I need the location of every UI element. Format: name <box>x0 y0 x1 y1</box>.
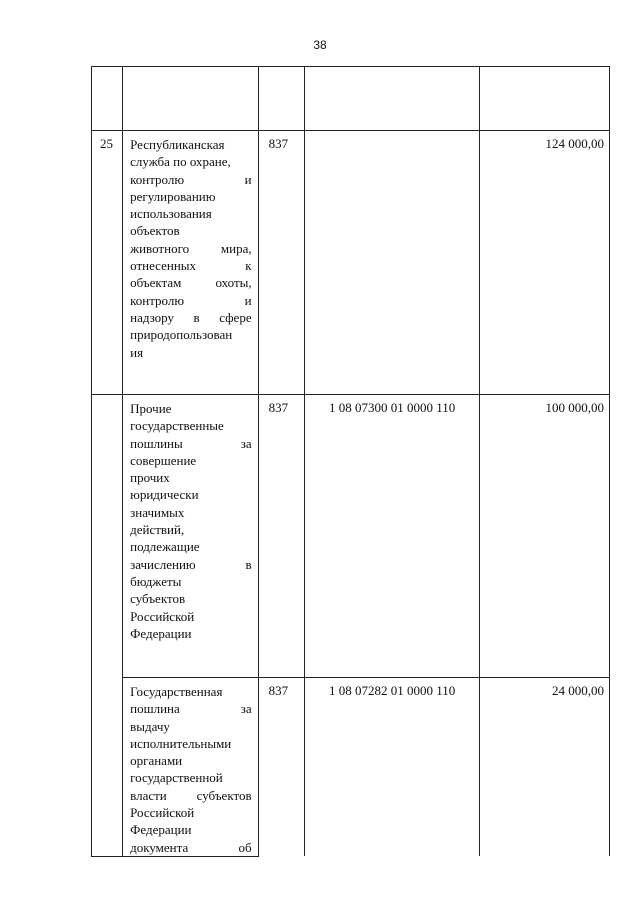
name-word: надзору <box>130 309 174 325</box>
name-line: совершение <box>130 452 197 468</box>
name-line: объектов <box>130 223 180 239</box>
name-line: бюджеты <box>130 573 182 589</box>
name-word: мира, <box>220 240 252 256</box>
name-line: значимых <box>130 504 185 520</box>
name-line: Республиканская <box>130 137 225 152</box>
name-word: охоты, <box>215 275 252 291</box>
name-word: в <box>193 309 200 325</box>
name-word: власти <box>130 787 167 803</box>
header-cell-name <box>123 67 259 131</box>
name-line <box>130 787 252 804</box>
name-word: и <box>244 292 252 308</box>
name-word: за <box>240 701 252 717</box>
row-kbk <box>304 131 480 395</box>
name-line <box>130 292 252 309</box>
name-line: государственной <box>130 770 223 786</box>
name-line <box>130 171 252 188</box>
name-word: зачислению <box>130 556 196 572</box>
table-row <box>92 395 610 678</box>
name-line: юридически <box>130 487 199 503</box>
row-name <box>123 395 259 678</box>
name-word: животного <box>130 240 190 256</box>
name-line: выдачу <box>130 718 170 734</box>
name-word: контролю <box>130 171 185 187</box>
name-line <box>130 839 252 856</box>
name-line <box>130 257 252 274</box>
name-line: Прочие <box>130 401 172 416</box>
name-word: пошлины <box>130 435 183 451</box>
row-number: 25 <box>92 131 123 395</box>
name-line <box>130 435 252 452</box>
name-word: в <box>245 556 252 572</box>
name-line: субъектов <box>130 591 186 607</box>
name-line <box>130 240 252 257</box>
name-line: Федерации <box>130 822 192 838</box>
name-line: органами <box>130 753 183 769</box>
name-line: Федерации <box>130 625 192 641</box>
name-word: отнесенных <box>130 258 197 274</box>
row-code: 837 <box>258 395 304 678</box>
row-sum: 100 000,00 <box>480 395 610 678</box>
name-line: исполнительными <box>130 735 232 751</box>
row-code: 837 <box>258 678 304 857</box>
name-line <box>130 274 252 291</box>
name-word: сфере <box>219 309 252 325</box>
header-cell-num <box>92 67 123 131</box>
page-number: 38 <box>313 38 327 52</box>
name-line: природопользован <box>130 327 233 343</box>
name-line: регулированию <box>130 188 216 204</box>
name-line: Государственная <box>130 684 223 699</box>
name-line: государственные <box>130 418 224 434</box>
name-word: объектам <box>130 275 182 291</box>
name-word: документа <box>130 839 189 855</box>
name-line <box>130 700 252 717</box>
name-line: подлежащие <box>130 539 200 555</box>
header-cell-code <box>258 67 304 131</box>
name-word: к <box>245 258 252 274</box>
budget-table <box>91 66 610 857</box>
row-number <box>92 395 123 857</box>
name-line: прочих <box>130 470 170 486</box>
name-line: служба по охране, <box>130 154 231 170</box>
name-line <box>130 556 252 573</box>
table-header-row <box>92 67 610 131</box>
name-word: субъектов <box>196 787 252 803</box>
row-code: 837 <box>258 131 304 395</box>
row-kbk: 1 08 07300 01 0000 110 <box>304 395 480 678</box>
name-line: использования <box>130 206 212 222</box>
name-line: Российской <box>130 805 195 821</box>
name-word: контролю <box>130 292 185 308</box>
name-word: об <box>238 839 252 855</box>
row-kbk: 1 08 07282 01 0000 110 <box>304 678 480 857</box>
table-row <box>92 131 610 395</box>
header-cell-sum <box>480 67 610 131</box>
name-line: Российской <box>130 608 195 624</box>
header-cell-kbk <box>304 67 480 131</box>
row-name <box>123 678 259 857</box>
name-line <box>130 309 252 326</box>
row-sum: 124 000,00 <box>480 131 610 395</box>
name-line: действий, <box>130 522 185 538</box>
name-word: пошлина <box>130 701 180 717</box>
name-word: и <box>244 171 252 187</box>
name-line: ия <box>130 344 144 360</box>
table-row <box>92 678 610 857</box>
row-name <box>123 131 259 395</box>
row-sum: 24 000,00 <box>480 678 610 857</box>
name-word: за <box>240 435 252 451</box>
